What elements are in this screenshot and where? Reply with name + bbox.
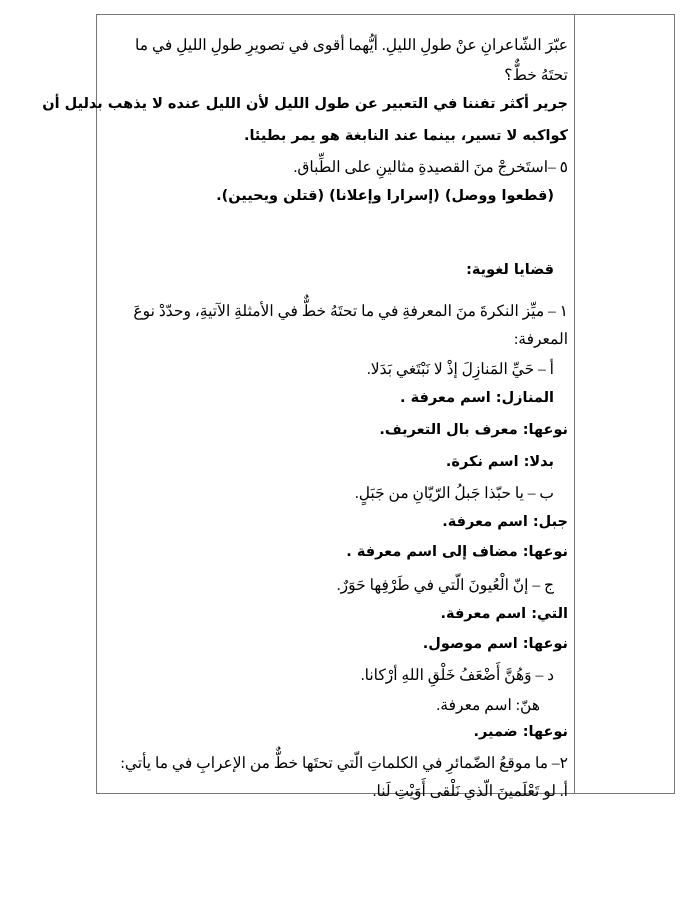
- answer-line: المنازل: اسم معرفة .: [400, 390, 554, 406]
- question-line: ٢– ما موقعُ الضّمائرِ في الكلماتِ الّتي تحتَها خطٌّ من الإعرابِ في ما يأتي:: [120, 755, 568, 772]
- answer-line: (قطعوا ووصل) (إسرارا وإعلانا) (قتلن ويحيين).: [216, 188, 554, 204]
- answer-line: نوعها: معرف بال التعريف.: [379, 422, 568, 438]
- table-border-right: [674, 14, 675, 794]
- table-column-divider: [574, 14, 575, 794]
- text-line: المعرفة:: [513, 331, 568, 348]
- text-line: عبّرَ الشّاعرانِ عنْ طولِ الليلِ. أيُّهما أقوى في تصويرِ طولِ الليلِ في ما: [135, 37, 568, 54]
- question-line: ١ – ميِّز النكرةَ منَ المعرفةِ في ما تحتَهُ خطٌّ في الأمثلةِ الآتيةِ، وحدّدْ نوعَ: [133, 303, 568, 320]
- answer-line: كواكبه لا تسير، بينما عند النابغة هو يمر بطيئا.: [243, 128, 568, 144]
- question-line: ٥ –استَخرجْ منَ القصيدةِ مثالينِ على الطِّباق.: [293, 159, 568, 176]
- example-line: ب – يا حبّذا جَبلُ الرّيّانِ من جَبَلٍ.: [354, 485, 554, 502]
- text-line: تحتَهُ خطٌّ؟: [504, 67, 568, 84]
- answer-line: التي: اسم معرفة.: [440, 606, 568, 622]
- table-border-left: [96, 14, 97, 794]
- example-line: ج – إنّ الْعُيونَ الّتي في طَرْفِها حَوَرٌ.: [336, 577, 554, 594]
- section-heading: قضايا لغوية:: [466, 262, 554, 278]
- example-line: د – وَهُنَّ أَضْعَفُ خَلْقِ اللهِ أرْكانا.: [360, 667, 554, 684]
- example-line: أ – حَيِّ المَنازِلَ إذْ لا نَبْتَغي بَدَلا.: [366, 361, 554, 378]
- text-line: هنّ: اسم معرفة.: [436, 697, 540, 714]
- table-border-top: [96, 14, 675, 15]
- answer-line: نوعها: مضاف إلى اسم معرفة .: [346, 544, 568, 560]
- answer-line: نوعها: ضمير.: [473, 724, 568, 740]
- answer-line: بدلا: اسم نكرة.: [445, 454, 554, 470]
- example-line: أ. لو تَعْلَمينَ الّذي نَلْقى أَوَيْتِ لَنا.: [372, 783, 568, 800]
- answer-line: جرير أكثر تفننا في التعبير عن طول الليل لأن الليل عنده لا يذهب بدليل أن: [42, 96, 568, 112]
- answer-line: جبل: اسم معرفة.: [442, 514, 568, 530]
- answer-line: نوعها: اسم موصول.: [422, 636, 568, 652]
